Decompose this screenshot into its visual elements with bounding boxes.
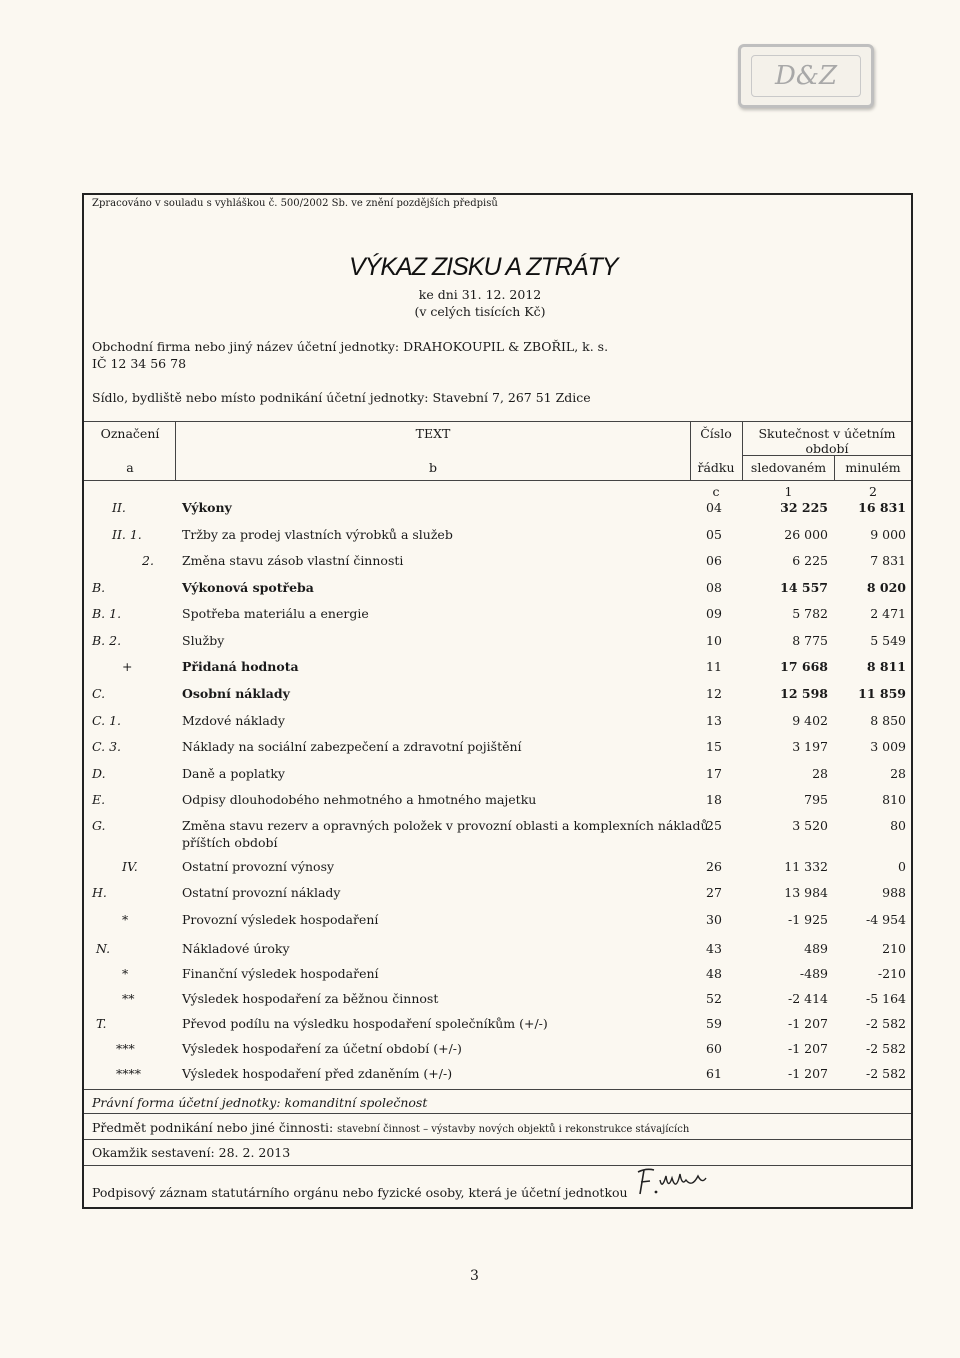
row-current-value: 9 402 xyxy=(792,713,828,728)
row-current-value: 6 225 xyxy=(792,553,828,568)
report-title: VÝKAZ ZISKU A ZTRÁTY xyxy=(349,253,618,281)
row-previous-value: 28 xyxy=(890,766,906,781)
table-row xyxy=(86,766,910,792)
table-row xyxy=(86,859,910,885)
row-mark: C. 3. xyxy=(92,739,121,754)
row-line-number: 08 xyxy=(706,580,722,595)
table-row xyxy=(86,527,910,553)
table-row xyxy=(86,991,910,1017)
seat-label: Sídlo, bydliště nebo místo podnikání účetní jednotky: xyxy=(92,390,429,405)
row-text: Přidaná hodnota xyxy=(182,659,299,674)
table-row xyxy=(86,606,910,632)
row-text: Spotřeba materiálu a energie xyxy=(182,606,369,621)
col-previous-header: minulém xyxy=(845,460,901,475)
activity-text: stavební činnost – výstavby nových objektů i rekonstrukce stávajících xyxy=(337,1124,690,1135)
regulation-note: Zpracováno v souladu s vyhláškou č. 500/2002 Sb. ve znění pozdějších předpisů xyxy=(92,198,498,209)
row-current-value: -489 xyxy=(799,966,828,981)
row-mark: G. xyxy=(92,818,106,833)
col-text-header: TEXT xyxy=(415,426,451,441)
row-text: Daně a poplatky xyxy=(182,766,285,781)
col-mark-header: Označení xyxy=(100,426,160,441)
row-text: Změna stavu zásob vlastní činnosti xyxy=(182,553,404,568)
row-line-number: 26 xyxy=(706,859,722,874)
table-row xyxy=(86,659,910,685)
table-row xyxy=(86,686,910,712)
row-previous-value: -2 582 xyxy=(865,1066,906,1081)
row-text: Změna stavu rezerv a opravných položek v provozní oblasti a komplexních nákladů xyxy=(182,818,709,833)
table-row xyxy=(86,966,910,992)
row-text: Výsledek hospodaření před zdaněním (+/-) xyxy=(182,1066,453,1081)
row-previous-value: 210 xyxy=(882,941,906,956)
row-current-value: 5 782 xyxy=(792,606,828,621)
row-mark: IV. xyxy=(122,859,138,874)
row-mark: II. 1. xyxy=(112,527,142,542)
row-mark: N. xyxy=(96,941,111,956)
footer-rule xyxy=(84,1139,911,1140)
table-row xyxy=(86,739,910,765)
row-line-number: 04 xyxy=(706,500,722,515)
row-line-number: 18 xyxy=(706,792,722,807)
footer-rule xyxy=(84,1113,911,1114)
row-previous-value: 8 811 xyxy=(866,659,906,674)
row-text: Finanční výsledek hospodaření xyxy=(182,966,379,981)
row-mark: 2. xyxy=(142,553,154,568)
row-mark: E. xyxy=(92,792,106,807)
row-mark: B. xyxy=(92,580,106,595)
row-text: Provozní výsledek hospodaření xyxy=(182,912,379,927)
row-previous-value: 7 831 xyxy=(870,553,906,568)
table-row xyxy=(86,633,910,659)
row-line-number: 52 xyxy=(706,991,722,1006)
company-logo xyxy=(738,44,874,108)
row-previous-value: 11 859 xyxy=(858,686,906,701)
row-previous-value: 8 020 xyxy=(866,580,906,595)
row-current-value: 14 557 xyxy=(780,580,828,595)
firm-label: Obchodní firma nebo jiný název účetní jednotky: xyxy=(92,339,400,354)
row-text: Mzdové náklady xyxy=(182,713,285,728)
row-current-value: 8 775 xyxy=(792,633,828,648)
row-previous-value: 810 xyxy=(882,792,906,807)
row-line-number: 11 xyxy=(706,659,722,674)
row-current-value: 17 668 xyxy=(780,659,828,674)
col-line-header-2: řádku xyxy=(697,460,735,475)
row-line-number: 13 xyxy=(706,713,722,728)
row-mark: B. 1. xyxy=(92,606,122,621)
row-current-value: -1 207 xyxy=(787,1041,828,1056)
row-text: Odpisy dlouhodobého nehmotného a hmotného majetku xyxy=(182,792,537,807)
row-mark: C. xyxy=(92,686,106,701)
firm-line xyxy=(92,339,608,354)
table-row xyxy=(86,792,910,818)
col-mark-code: a xyxy=(126,460,134,475)
row-line-number: 30 xyxy=(706,912,722,927)
table-row xyxy=(86,500,910,526)
table-row xyxy=(86,818,910,850)
table-row xyxy=(86,1016,910,1042)
col-actual-header: Skutečnost v účetním xyxy=(758,426,896,441)
row-previous-value: 988 xyxy=(882,885,906,900)
row-previous-value: -2 582 xyxy=(865,1041,906,1056)
row-text: Tržby za prodej vlastních výrobků a služeb xyxy=(182,527,453,542)
company-id: IČ 12 34 56 78 xyxy=(92,356,187,371)
firm-name: DRAHOKOUPIL & ZBOŘIL, k. s. xyxy=(403,339,609,354)
row-current-value: 3 520 xyxy=(792,818,828,833)
row-text: Převod podílu na výsledku hospodaření společníkům (+/-) xyxy=(182,1016,548,1031)
row-current-value: 489 xyxy=(804,941,828,956)
table-top-rule xyxy=(84,421,911,422)
row-mark: * xyxy=(122,966,129,981)
row-current-value: 32 225 xyxy=(780,500,828,515)
row-mark: *** xyxy=(116,1041,135,1056)
row-text: Osobní náklady xyxy=(182,686,290,701)
row-line-number: 05 xyxy=(706,527,722,542)
table-row xyxy=(86,1041,910,1067)
row-text: Výsledek hospodaření za účetní období (+/-) xyxy=(182,1041,462,1056)
row-text-continued: příštích období xyxy=(182,835,278,850)
row-previous-value: -5 164 xyxy=(865,991,906,1006)
row-previous-value: -2 582 xyxy=(865,1016,906,1031)
row-line-number: 27 xyxy=(706,885,722,900)
row-mark: * xyxy=(122,912,129,927)
row-line-number: 43 xyxy=(706,941,722,956)
table-row xyxy=(86,580,910,606)
col-code-c: c xyxy=(712,484,720,499)
col-code-2: 2 xyxy=(869,484,877,499)
row-previous-value: 16 831 xyxy=(858,500,906,515)
seat-address: Stavební 7, 267 51 Zdice xyxy=(432,390,591,405)
row-previous-value: 8 850 xyxy=(870,713,906,728)
report-units: (v celých tisících Kč) xyxy=(414,304,546,319)
row-current-value: 12 598 xyxy=(780,686,828,701)
row-line-number: 48 xyxy=(706,966,722,981)
row-line-number: 25 xyxy=(706,818,722,833)
logo-monogram: D&Z xyxy=(751,55,861,97)
table-row xyxy=(86,941,910,967)
row-text: Ostatní provozní výnosy xyxy=(182,859,335,874)
handwritten-signature xyxy=(632,1166,712,1200)
seat-line xyxy=(92,390,591,405)
row-current-value: -2 414 xyxy=(787,991,828,1006)
row-previous-value: -4 954 xyxy=(865,912,906,927)
col-line-header: Číslo xyxy=(700,426,732,441)
row-line-number: 15 xyxy=(706,739,722,754)
col-actual-header-2: období xyxy=(805,441,849,456)
row-current-value: 3 197 xyxy=(792,739,828,754)
row-text: Služby xyxy=(182,633,225,648)
row-previous-value: 0 xyxy=(898,859,906,874)
row-line-number: 10 xyxy=(706,633,722,648)
table-row xyxy=(86,885,910,911)
row-previous-value: 3 009 xyxy=(870,739,906,754)
row-line-number: 06 xyxy=(706,553,722,568)
row-line-number: 59 xyxy=(706,1016,722,1031)
activity-line xyxy=(92,1120,689,1135)
footer-top-rule xyxy=(84,1089,911,1090)
col-current-header: sledovaném xyxy=(750,460,827,475)
row-mark: + xyxy=(122,659,133,674)
row-mark: **** xyxy=(116,1066,141,1081)
row-line-number: 09 xyxy=(706,606,722,621)
activity-label: Předmět podnikání nebo jiné činnosti: xyxy=(92,1120,334,1135)
row-mark: H. xyxy=(92,885,107,900)
row-current-value: 13 984 xyxy=(784,885,828,900)
row-text: Výkony xyxy=(182,500,232,515)
table-row xyxy=(86,912,910,938)
row-current-value: 795 xyxy=(804,792,828,807)
row-line-number: 17 xyxy=(706,766,722,781)
row-current-value: 11 332 xyxy=(784,859,828,874)
legal-form: Právní forma účetní jednotky: komanditní společnost xyxy=(92,1095,428,1110)
compiled-date: Okamžik sestavení: 28. 2. 2013 xyxy=(92,1145,291,1160)
row-line-number: 12 xyxy=(706,686,722,701)
row-mark: II. xyxy=(112,500,126,515)
row-previous-value: 2 471 xyxy=(870,606,906,621)
row-current-value: -1 925 xyxy=(787,912,828,927)
row-mark: D. xyxy=(92,766,106,781)
col-code-1: 1 xyxy=(784,484,793,499)
row-line-number: 61 xyxy=(706,1066,722,1081)
row-previous-value: 9 000 xyxy=(870,527,906,542)
row-text: Výsledek hospodaření za běžnou činnost xyxy=(182,991,439,1006)
header-bottom-rule xyxy=(84,480,911,481)
row-text: Náklady na sociální zabezpečení a zdravotní pojištění xyxy=(182,739,522,754)
row-text: Výkonová spotřeba xyxy=(182,580,314,595)
row-mark: T. xyxy=(96,1016,107,1031)
col-text-code: b xyxy=(428,460,437,475)
row-current-value: 26 000 xyxy=(784,527,828,542)
row-current-value: -1 207 xyxy=(787,1066,828,1081)
row-text: Nákladové úroky xyxy=(182,941,290,956)
row-previous-value: 5 549 xyxy=(870,633,906,648)
row-line-number: 60 xyxy=(706,1041,722,1056)
table-row xyxy=(86,553,910,579)
row-current-value: -1 207 xyxy=(787,1016,828,1031)
row-text: Ostatní provozní náklady xyxy=(182,885,341,900)
page-number: 3 xyxy=(470,1268,479,1284)
row-mark: B. 2. xyxy=(92,633,122,648)
row-current-value: 28 xyxy=(812,766,828,781)
report-date: ke dni 31. 12. 2012 xyxy=(418,287,542,302)
signature-note: Podpisový záznam statutárního orgánu nebo fyzické osoby, která je účetní jednotkou xyxy=(92,1185,628,1200)
row-previous-value: -210 xyxy=(877,966,906,981)
row-previous-value: 80 xyxy=(890,818,906,833)
table-row xyxy=(86,713,910,739)
row-mark: C. 1. xyxy=(92,713,121,728)
footer-rule xyxy=(84,1165,911,1166)
row-mark: ** xyxy=(122,991,135,1006)
